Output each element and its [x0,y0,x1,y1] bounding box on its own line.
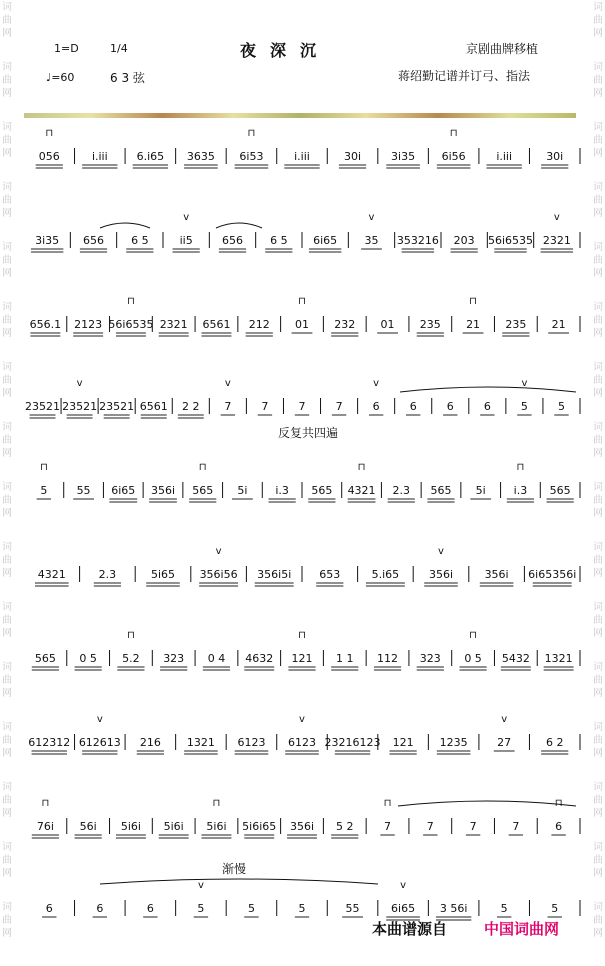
watermark-char: 网 [593,808,603,819]
watermark-char: 网 [2,448,12,459]
watermark-char: 曲 [593,75,603,86]
watermark-char: 网 [2,868,12,879]
score-measure: 6561 [202,318,231,331]
score-measure: 6 [96,902,104,915]
score-measure: 5 [551,902,559,915]
score-measure: 30i [344,150,362,163]
score-measure: 4632 [245,652,274,665]
watermark-char: 词 [593,62,603,73]
score-measure: 2123 [74,318,103,331]
watermark-char: 词 [2,842,12,853]
score-measure: 21 [466,318,481,331]
watermark-char: 词 [593,542,603,553]
score-measure: ii5 [179,234,193,247]
score-measure: i.3 [513,484,528,497]
watermark-char: 网 [2,388,12,399]
bowing-mark: v [299,714,305,725]
watermark-char: 词 [2,182,12,193]
score-measure: 656 [222,234,243,247]
watermark-char: 词 [2,542,12,553]
score-measure: 356i [150,484,176,497]
watermark-char: 曲 [2,135,12,146]
score-measure: 7 [426,820,434,833]
score-measure: 23216123 [324,736,381,749]
score-measure: 7 [224,400,232,413]
score-measure: 5i6i65 [242,820,277,833]
watermark-char: 网 [593,928,603,939]
score-measure: 7 [512,820,520,833]
score-measure: 01 [295,318,309,331]
tempo-change-instruction: 渐慢 [222,862,247,876]
score-measure: 6123 [288,736,316,749]
slur [100,223,150,228]
arranger-credit: 蒋绍勤记谱并订弓、指法 [398,69,531,83]
score-measure: 656.1 [29,318,62,331]
score-measure: 612613 [78,736,121,749]
score-measure: 6 [409,400,417,413]
score-measure: 6561 [139,400,168,413]
watermark-char: 曲 [593,555,603,566]
score-measure: 2 2 [182,400,200,413]
score-measure: 356i [428,568,454,581]
bowing-mark: v [183,212,190,223]
score-measure: 5i65 [150,568,176,581]
watermark-char: 网 [2,208,12,219]
score-measure: 55 [345,902,360,915]
watermark-char: 网 [2,508,12,519]
watermark-char: 词 [2,242,12,253]
score-measure: i.iii [91,150,108,163]
score-measure: 5 [40,484,48,497]
watermark-char: 曲 [593,915,603,926]
score-measure: 3i35 [35,234,60,247]
watermark-char: 词 [2,602,12,613]
score-measure: 6i65 [313,234,338,247]
score-measure: 6 [483,400,491,413]
score-measure: 112 [377,652,399,665]
source-attribution: 京剧曲牌移植 [466,42,539,56]
score-measure: 23521 [25,400,61,413]
watermark-char: 词 [2,2,12,13]
score-measure: 121 [291,652,313,665]
score-measure: 5 [557,400,565,413]
bowing-mark: v [400,880,407,891]
watermark-char: 词 [2,482,12,493]
watermark-char: 词 [593,242,603,253]
footer-site-name: 中国词曲网 [484,920,560,938]
time-signature: 1/4 [110,42,128,55]
watermark-char: 曲 [2,375,12,386]
watermark-char: 曲 [2,195,12,206]
score-measure: 612312 [28,736,71,749]
watermark-char: 词 [593,182,603,193]
watermark-char: 曲 [2,315,12,326]
score-measure: 5i6i [163,820,184,833]
score-measure: 1321 [544,652,573,665]
score-measure: 5.i65 [371,568,400,581]
watermark-char: 网 [593,628,603,639]
score-measure: 56i6535 [108,318,154,331]
score-measure: 203 [453,234,475,247]
watermark-char: 曲 [2,495,12,506]
score-measure: 565 [34,652,56,665]
score-measure: 2321 [159,318,188,331]
score-measure: 0 5 [464,652,482,665]
repeat-instruction: 反复共四遍 [278,426,339,440]
score-measure: 6i56 [441,150,466,163]
bowing-mark: ⊓ [212,798,221,809]
score-measure: 212 [248,318,270,331]
score-measure: 27 [497,736,512,749]
watermark-char: 网 [2,808,12,819]
watermark-char: 曲 [593,735,603,746]
slur [398,801,576,806]
score-measure: 6 [555,820,563,833]
watermark-char: 网 [593,268,603,279]
score-measure: 6 5 [131,234,149,247]
score-measure: 5i6i [120,820,141,833]
score-measure: 5 2 [336,820,354,833]
watermark-char: 网 [2,148,12,159]
score-measure: 3 56i [439,902,468,915]
score-measure: 6i53 [239,150,264,163]
score-measure: 6123 [237,736,266,749]
bowing-mark: v [368,212,375,223]
score-measure: 7 [335,400,343,413]
string-tuning: 6 3 弦 [110,71,145,85]
watermark-char: 曲 [2,795,12,806]
watermark-char: 网 [593,688,603,699]
watermark-char: 网 [2,28,12,39]
watermark-char: 词 [593,422,603,433]
watermark-char: 网 [593,748,603,759]
bowing-mark: ⊓ [449,128,458,139]
watermark-char: 曲 [2,675,12,686]
score-measure: 323 [163,652,185,665]
score-measure: 6 [372,400,380,413]
bowing-mark: v [224,378,231,389]
score-measure: 5 [520,400,528,413]
bowing-mark: v [553,212,560,223]
score-measure: 6i65 [111,484,136,497]
watermark-char: 词 [593,842,603,853]
bowing-mark: ⊓ [45,128,54,139]
watermark-char: 词 [2,662,12,673]
watermark-char: 曲 [593,495,603,506]
score-measure: 6 [45,902,53,915]
score-measure: i.iii [496,150,513,163]
watermark-char: 曲 [2,915,12,926]
watermark-char: 网 [593,508,603,519]
score-measure: 1235 [439,736,468,749]
bowing-mark: v [215,546,222,557]
watermark-char: 网 [593,28,603,39]
score-measure: 30i [546,150,564,163]
watermark-char: 曲 [593,615,603,626]
score-measure: 3i35 [391,150,416,163]
bowing-mark: v [76,378,83,389]
page-title: 夜深沉 [240,41,331,60]
bowing-mark: ⊓ [516,462,525,473]
bowing-mark: ⊓ [469,296,477,307]
watermark-char: 词 [593,122,603,133]
score-measure: 235 [419,318,441,331]
score-measure: 653 [319,568,341,581]
score-measure: 0 4 [207,652,226,665]
bowing-mark: v [501,714,508,725]
bowing-mark: ⊓ [41,798,50,809]
bowing-mark: ⊓ [247,128,256,139]
score-measure: 4321 [37,568,66,581]
watermark-char: 曲 [593,15,603,26]
watermark-char: 网 [2,328,12,339]
score-measure: 7 [469,820,477,833]
score-measure: 6 [446,400,454,413]
watermark-char: 曲 [2,615,12,626]
bowing-mark: v [521,378,528,389]
score-measure: 565 [549,484,571,497]
score-measure: 1 1 [336,652,354,665]
watermark-char: 词 [2,122,12,133]
score-measure: 216 [139,736,161,749]
watermark-char: 曲 [593,435,603,446]
score-measure: 356i5i [257,568,292,581]
watermark-char: 词 [2,302,12,313]
score-measure: 356i56 [199,568,238,581]
watermark-char: 词 [593,2,603,13]
score-measure: 7 [298,400,306,413]
score-measure: 6i65 [391,902,416,915]
watermark-char: 网 [593,328,603,339]
bowing-mark: v [438,546,444,557]
slur [400,387,576,392]
watermark-char: 曲 [2,855,12,866]
watermark-char: 网 [2,748,12,759]
watermark-char: 词 [593,302,603,313]
score-measure: 565 [192,484,214,497]
watermark-char: 词 [593,722,603,733]
watermark-char: 网 [593,568,603,579]
watermark-char: 词 [593,662,603,673]
bowing-mark: v [373,378,380,389]
watermark-char: 网 [2,688,12,699]
watermark-char: 曲 [593,315,603,326]
score-measure: 5i [475,484,486,497]
watermark-char: 网 [593,868,603,879]
score-measure: 656 [83,234,104,247]
score-measure: 356i [289,820,315,833]
watermark-char: 曲 [593,855,603,866]
watermark-char: 曲 [593,255,603,266]
bowing-mark: ⊓ [554,798,563,809]
watermark-char: 曲 [593,675,603,686]
score-measure: 0 5 [79,652,97,665]
watermark-char: 网 [593,448,603,459]
score-measure: 5 [247,902,255,915]
score-measure: 323 [419,652,441,665]
score-measure: 23521 [99,400,135,413]
score-measure: 565 [430,484,452,497]
watermark-char: 曲 [593,795,603,806]
score-measure: 2.3 [392,484,411,497]
bowing-mark: ⊓ [198,462,207,473]
score-measure: i.iii [294,150,310,163]
score-measure: 6 [146,902,154,915]
score-measure: 5 [298,902,306,915]
bowing-mark: ⊓ [127,630,135,641]
watermark-char: 曲 [593,135,603,146]
watermark-char: 词 [593,602,603,613]
bowing-mark: ⊓ [39,462,48,473]
footer-source-label: 本曲谱源自 [372,920,448,938]
score-measure: 565 [311,484,333,497]
watermark-char: 词 [2,722,12,733]
tempo-marking: ♩=60 [46,71,75,84]
slur [100,879,378,884]
watermark-char: 网 [2,928,12,939]
score-measure: 2321 [542,234,571,247]
bowing-mark: v [96,714,103,725]
watermark-char: 词 [593,482,603,493]
key-signature: 1=D [54,42,79,55]
score-measure: 6 5 [270,234,288,247]
score-measure: 23521 [62,400,98,413]
score-measure: 5432 [501,652,530,665]
score-measure: 6 2 [545,736,564,749]
watermark-char: 词 [593,902,603,913]
score-measure: 353216 [396,234,439,247]
score-measure: 5i [237,484,248,497]
watermark-char: 网 [593,388,603,399]
watermark-char: 曲 [2,75,12,86]
watermark-char: 词 [2,362,12,373]
watermark-char: 网 [2,268,12,279]
watermark-char: 曲 [2,435,12,446]
bowing-mark: ⊓ [383,798,392,809]
bowing-mark: ⊓ [357,462,366,473]
watermark-char: 词 [2,422,12,433]
score-measure: 2.3 [98,568,117,581]
score-measure: 121 [392,736,414,749]
watermark-char: 网 [2,88,12,99]
score-measure: 56i6535 [487,234,534,247]
score-measure: 21 [551,318,566,331]
score-measure: 6.i65 [136,150,165,163]
watermark-char: 网 [593,208,603,219]
slur [216,223,262,228]
watermark-char: 词 [593,362,603,373]
score-measure: 5 [500,902,508,915]
watermark-char: 曲 [2,735,12,746]
watermark-char: 曲 [593,195,603,206]
bowing-mark: ⊓ [298,296,306,307]
score-measure: 7 [384,820,392,833]
score-measure: 55 [76,484,91,497]
score-measure: 4321 [347,484,376,497]
watermark-char: 曲 [2,15,12,26]
score-measure: 232 [334,318,356,331]
watermark-char: 词 [2,902,12,913]
watermark-char: 网 [593,88,603,99]
score-measure: 56i [79,820,97,833]
watermark-char: 网 [2,628,12,639]
score-measure: 056 [38,150,60,163]
watermark-char: 网 [2,568,12,579]
watermark-char: 词 [2,62,12,73]
score-measure: i.3 [275,484,289,497]
score-measure: 3635 [186,150,215,163]
score-measure: 1321 [186,736,215,749]
watermark-char: 网 [593,148,603,159]
score-measure: 35 [364,234,379,247]
bowing-mark: ⊓ [298,630,306,641]
bowing-mark: ⊓ [127,296,135,307]
bowing-mark: ⊓ [469,630,477,641]
watermark-char: 词 [2,782,12,793]
bowing-mark: v [197,880,204,891]
score-measure: 01 [380,318,395,331]
watermark-char: 曲 [2,255,12,266]
score-measure: 76i [36,820,54,833]
watermark-char: 词 [593,782,603,793]
score-measure: 235 [505,318,527,331]
score-measure: 5.2 [122,652,140,665]
watermark-char: 曲 [2,555,12,566]
score-measure: 5i6i [206,820,227,833]
score-measure: 6i65356i [528,568,577,581]
watermark-char: 曲 [593,375,603,386]
score-measure: 356i [484,568,509,581]
score-measure: 7 [261,400,269,413]
score-measure: 5 [197,902,205,915]
